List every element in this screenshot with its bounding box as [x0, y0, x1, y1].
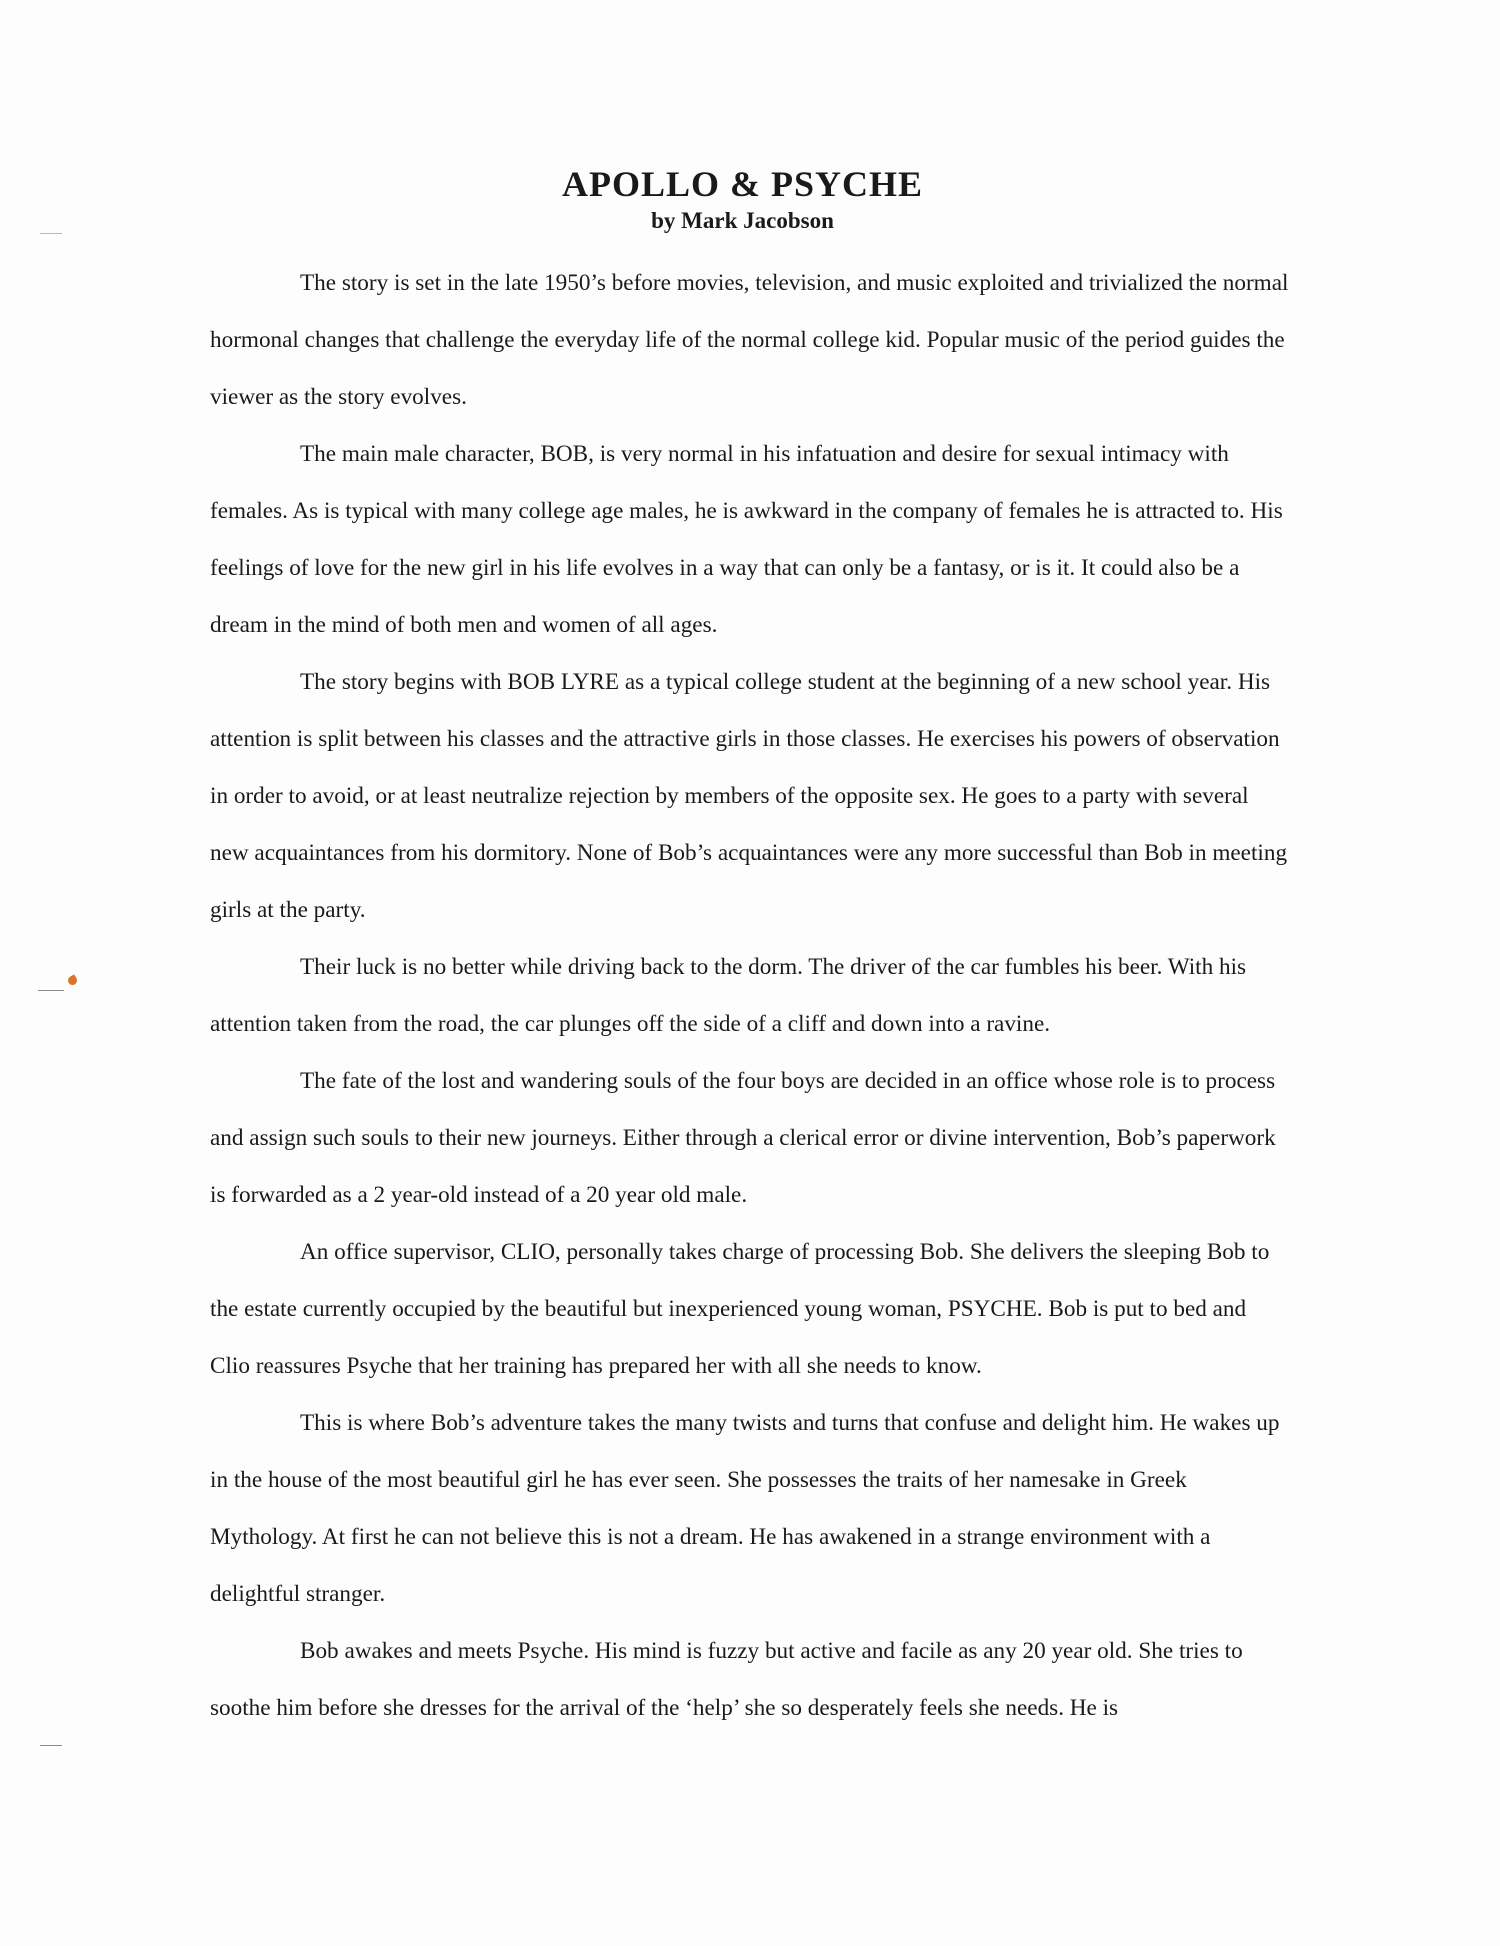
paragraph: The main male character, BOB, is very normal in his infatuation and desire for sexual intimacy with females. As is typical with many college age males, he is awkward in the company of females he is attracted to. His feelings of love for the new girl in his life evolves in a way that can only be a fantasy, or is it. It could also be a dream in the mind of both men and women of all ages. — [210, 441, 1283, 638]
paragraph: Their luck is no better while driving back to the dorm. The driver of the car fumbles his beer. With his attention taken from the road, the car plunges off the side of a cliff and down into a ravine. — [210, 954, 1247, 1037]
document-header — [0, 162, 1485, 236]
paragraph: This is where Bob’s adventure takes the many twists and turns that confuse and delight him. He wakes up in the house of the most beautiful girl he has ever seen. She possesses the traits of her namesake in Greek Mythology. At first he can not believe this is not a dream. He has awakened in a strange environment with a delightful stranger. — [210, 1410, 1280, 1607]
paragraph: An office supervisor, CLIO, personally takes charge of processing Bob. She delivers the sleeping Bob to the estate currently occupied by the beautiful but inexperienced young woman, PSYCHE. Bob is put to bed and Clio reassures Psyche that her training has prepared her with all she needs to know. — [210, 1239, 1270, 1379]
paragraph: Bob awakes and meets Psyche. His mind is fuzzy but active and facile as any 20 year old. She tries to soothe him before she dresses for the arrival of the ‘help’ she so desperately feels she needs. He is — [210, 1638, 1243, 1721]
paragraph: The story begins with BOB LYRE as a typical college student at the beginning of a new school year. His attention is split between his classes and the attractive girls in those classes. He exercises his powers of observation in order to avoid, or at least neutralize rejection by members of the opposite sex. He goes to a party with several new acquaintances from his dormitory. None of Bob’s acquaintances were any more successful than Bob in meeting girls at the party. — [210, 669, 1288, 923]
document-byline: by Mark Jacobson — [651, 208, 834, 233]
scan-orange-speck — [66, 974, 78, 986]
document-body — [210, 255, 1290, 1737]
scan-speck-mid-left — [38, 990, 64, 991]
scan-speck-bottom-left — [40, 1745, 62, 1746]
paragraph: The fate of the lost and wandering souls of the four boys are decided in an office whose role is to process and assign such souls to their new journeys. Either through a clerical error or divine intervention, Bob’s paperwork is forwarded as a 2 year-old instead of a 20 year old male. — [210, 1068, 1276, 1208]
paragraph: The story is set in the late 1950’s before movies, television, and music exploited and trivialized the normal hormonal changes that challenge the everyday life of the normal college kid. Popular music of the period guides the viewer as the story evolves. — [210, 270, 1289, 410]
document-title: APOLLO & PSYCHE — [561, 164, 924, 204]
